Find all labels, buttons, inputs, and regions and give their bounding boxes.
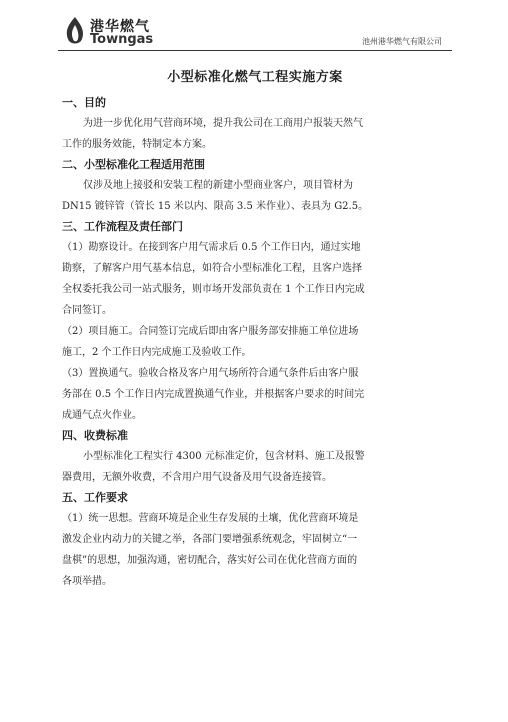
text-line: 小型标准化工程实行 4300 元标准定价，包含材料、施工及报警 [83,451,365,462]
text-line: 合同签订。 [62,305,112,316]
letterhead [62,16,448,50]
document-title: 小型标准化燃气工程实施方案 [167,70,343,85]
paragraph [62,113,448,155]
text-line: 全权委托我公司一站式服务，则市场开发部负责在 1 个工作日内完成 [62,284,365,295]
text-line: 激发企业内动力的关键之举，各部门要增强系统观念，牢固树立“一 [62,534,358,545]
section-heading: 五、工作要求 [62,491,128,504]
text-line: （1）勘察设计。在接到客户用气需求后 0.5 个工作日内，通过实地 [62,242,361,253]
text-line: 为进一步优化用气营商环境，提升我公司在工商用户报装天然气 [83,118,363,129]
paragraph [62,321,448,363]
logo-chinese-text: 港华燃气 [90,19,150,35]
text-line: （2）项目施工。合同签订完成后即由客户服务部安排施工单位进场 [62,326,359,337]
text-line: DN15 镀锌管（管长 15 米以内、限高 3.5 米作业）、表具为 G2.5。 [62,201,369,212]
flame-logo-icon [62,16,88,48]
towngas-logo [62,16,182,50]
header-divider [58,50,452,51]
logo-english-text: Towngas [90,32,154,47]
sections [62,93,448,592]
paragraph [62,175,448,217]
text-line: 务部在 0.5 个工作日内完成置换通气作业，并根据客户要求的时间完 [62,389,365,400]
section-heading: 一、目的 [62,96,106,109]
paragraph [62,446,448,488]
text-line: 成通气点火作业。 [62,410,142,421]
text-line: 勘察，了解客户用气基本信息，如符合小型标准化工程，且客户选择 [62,263,362,274]
section-heading: 三、工作流程及责任部门 [62,220,183,233]
section-heading: 二、小型标准化工程适用范围 [62,158,205,171]
document-body [62,56,448,592]
paragraph [62,508,448,592]
text-line: （3）置换通气。验收合格及客户用气场所符合通气条件后由客户服 [62,368,359,379]
company-name: 池州港华燃气有限公司 [362,37,442,46]
text-line: 仅涉及地上接驳和安装工程的新建小型商业客户，项目管材为 [83,180,353,191]
paragraph [62,363,448,426]
text-line: 各项举措。 [62,576,112,587]
text-line: （1）统一思想。营商环境是企业生存发展的土壤，优化营商环境是 [62,513,359,524]
text-line: 盘棋”的思想，加强沟通，密切配合，落实好公司在优化营商方面的 [62,555,358,566]
section-heading: 四、收费标准 [62,429,128,442]
text-line: 工作的服务效能，特制定本方案。 [62,139,212,150]
text-line: 施工，2 个工作日内完成施工及验收工作。 [62,347,252,358]
paragraph [62,237,448,321]
text-line: 器费用，无额外收费，不含用户用气设备及用气设备连接管。 [62,472,332,483]
